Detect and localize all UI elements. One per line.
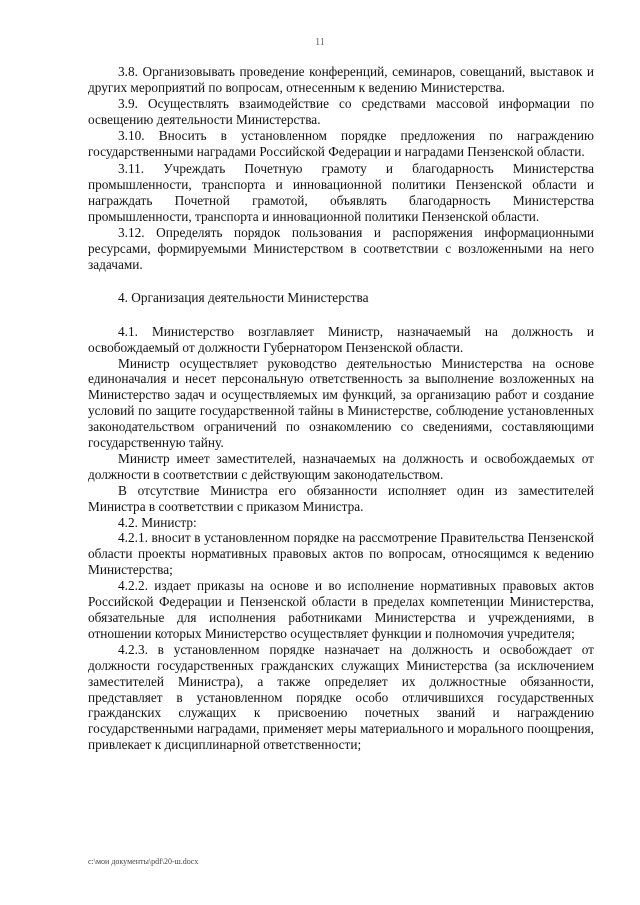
paragraph-minister-duties: Министр осуществляет руководство деятельностью Министерства на основе единоначалия и несет персональную ответственность за выполнение возложенных на Министерство задач и осуществляемых им функций, за организацию работ и создание условий по защите государственной тайны в Министерстве, соблюдение установленных законодательством ограничений по ознакомлению со сведениями, составляющими государственную тайну. (88, 355, 594, 451)
paragraph-4-2-1: 4.2.1. вносит в установленном порядке на рассмотрение Правительства Пензенской области проекты нормативных правовых актов по вопросам, относящимся к ведению Министерства; (88, 530, 594, 578)
document-body (88, 64, 594, 753)
paragraph-deputies: Министр имеет заместителей, назначаемых на должность и освобождаемых от должности в соответствии с действующим законодательством. (88, 450, 594, 482)
page-number: 11 (315, 37, 325, 48)
paragraph-3-11: 3.11. Учреждать Почетную грамоту и благодарность Министерства промышленности, транспорта и инновационной политики Пензенской области и награждать Почетной грамотой, объявлять благодарность Министерства промышленности, транспорта и инновационной политики Пензенской области. (88, 161, 594, 225)
paragraph-absence: В отсутствие Министра его обязанности исполняет один из заместителей Министра в соответствии с приказом Министра. (88, 482, 594, 514)
section-heading: 4. Организация деятельности Министерства (118, 289, 369, 305)
paragraph-3-12: 3.12. Определять порядок пользования и распоряжения информационными ресурсами, формируемыми Министерством в соответствии с возложенными на него задачами. (88, 225, 594, 272)
footer-file-path: c:\мои документы\pdf\20-ш.docx (88, 857, 199, 866)
paragraph-4-2-2: 4.2.2. издает приказы на основе и во исполнение нормативных правовых актов Российской Федерации и Пензенской области в пределах компетенции Министерства, обязательные для исполнения работниками Министерства и учреждениями, в отношении которых Министерство осуществляет функции и полномочия учредителя; (88, 578, 594, 641)
paragraph-4-2-3: 4.2.3. в установленном порядке назначает на должность и освобождает от должности государственных гражданских служащих Министерства (за исключением заместителей Министра), а также определяет их должностные обязанности, представляет в установленном порядке особо отличившихся государственных гражданских служащих к присвоению почетных званий и награждению государственными наградами, применяет меры материального и морального поощрения, привлекает к дисциплинарной ответственности; (88, 641, 594, 753)
paragraph-4-2: 4.2. Министр: (118, 514, 197, 530)
paragraph-4-1: 4.1. Министерство возглавляет Министр, назначаемый на должность и освобождаемый от должности Губернатором Пензенской области. (88, 323, 594, 355)
paragraph-3-9: 3.9. Осуществлять взаимодействие со средствами массовой информации по освещению деятельности Министерства. (88, 95, 594, 127)
paragraph-3-10: 3.10. Вносить в установленном порядке предложения по награждению государственными наградами Российской Федерации и наградами Пензенской области. (88, 127, 594, 159)
paragraph-3-8: 3.8. Организовывать проведение конференций, семинаров, совещаний, выставок и других мероприятий по вопросам, отнесенным к ведению Министерства. (88, 64, 594, 95)
